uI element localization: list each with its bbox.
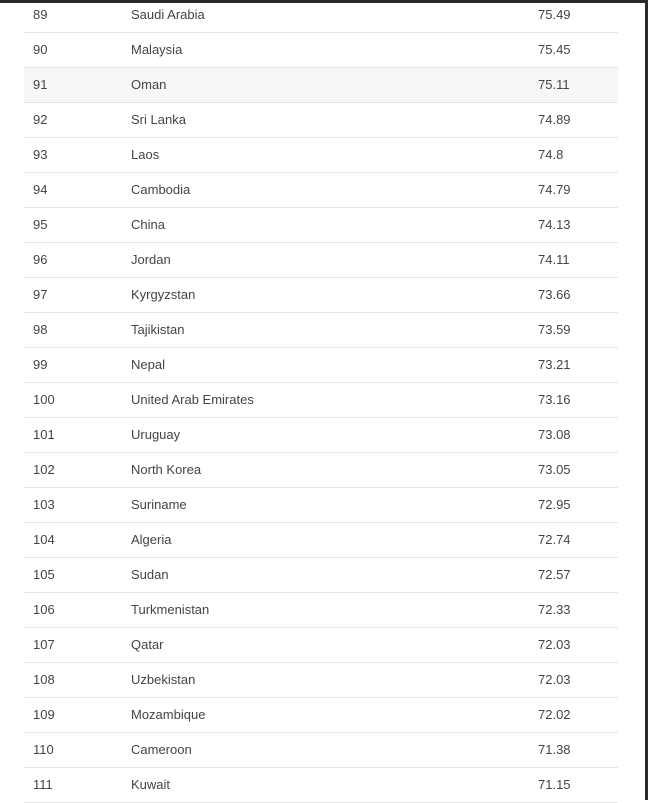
table-row xyxy=(24,697,618,732)
rank-cell: 101 xyxy=(24,417,131,452)
table-row xyxy=(24,592,618,627)
value-cell: 73.21 xyxy=(538,347,618,382)
rank-cell: 98 xyxy=(24,312,131,347)
rank-cell: 94 xyxy=(24,172,131,207)
rank-cell: 95 xyxy=(24,207,131,242)
rank-cell: 93 xyxy=(24,137,131,172)
ranking-table-body xyxy=(24,0,618,802)
table-row xyxy=(24,67,618,102)
country-cell: United Arab Emirates xyxy=(131,382,538,417)
value-cell: 72.03 xyxy=(538,627,618,662)
rank-cell: 97 xyxy=(24,277,131,312)
table-row xyxy=(24,277,618,312)
country-cell: Turkmenistan xyxy=(131,592,538,627)
table-row xyxy=(24,242,618,277)
ranking-table xyxy=(24,0,618,803)
value-cell: 75.11 xyxy=(538,67,618,102)
country-cell: Laos xyxy=(131,137,538,172)
country-cell: Oman xyxy=(131,67,538,102)
value-cell: 71.15 xyxy=(538,767,618,802)
rank-cell: 109 xyxy=(24,697,131,732)
value-cell: 72.57 xyxy=(538,557,618,592)
rank-cell: 103 xyxy=(24,487,131,522)
value-cell: 74.8 xyxy=(538,137,618,172)
table-row xyxy=(24,172,618,207)
value-cell: 75.45 xyxy=(538,32,618,67)
table-row xyxy=(24,312,618,347)
value-cell: 72.74 xyxy=(538,522,618,557)
value-cell: 75.49 xyxy=(538,0,618,32)
rank-cell: 90 xyxy=(24,32,131,67)
table-row xyxy=(24,627,618,662)
value-cell: 73.08 xyxy=(538,417,618,452)
country-cell: Tajikistan xyxy=(131,312,538,347)
value-cell: 71.38 xyxy=(538,732,618,767)
country-cell: Sudan xyxy=(131,557,538,592)
country-cell: Qatar xyxy=(131,627,538,662)
table-row xyxy=(24,347,618,382)
country-cell: China xyxy=(131,207,538,242)
table-row xyxy=(24,32,618,67)
table-row xyxy=(24,487,618,522)
rank-cell: 107 xyxy=(24,627,131,662)
value-cell: 73.66 xyxy=(538,277,618,312)
table-row xyxy=(24,137,618,172)
country-cell: Cambodia xyxy=(131,172,538,207)
rank-cell: 106 xyxy=(24,592,131,627)
table-row xyxy=(24,452,618,487)
rank-cell: 91 xyxy=(24,67,131,102)
table-row xyxy=(24,207,618,242)
table-row xyxy=(24,767,618,802)
country-cell: Sri Lanka xyxy=(131,102,538,137)
country-cell: Jordan xyxy=(131,242,538,277)
country-cell: Kyrgyzstan xyxy=(131,277,538,312)
rank-cell: 102 xyxy=(24,452,131,487)
country-cell: Saudi Arabia xyxy=(131,0,538,32)
table-row xyxy=(24,417,618,452)
country-cell: Nepal xyxy=(131,347,538,382)
rank-cell: 104 xyxy=(24,522,131,557)
country-cell: Suriname xyxy=(131,487,538,522)
value-cell: 74.13 xyxy=(538,207,618,242)
value-cell: 72.03 xyxy=(538,662,618,697)
value-cell: 74.79 xyxy=(538,172,618,207)
country-cell: Mozambique xyxy=(131,697,538,732)
value-cell: 72.95 xyxy=(538,487,618,522)
country-cell: Cameroon xyxy=(131,732,538,767)
country-cell: Uzbekistan xyxy=(131,662,538,697)
table-row xyxy=(24,557,618,592)
country-cell: Malaysia xyxy=(131,32,538,67)
rank-cell: 108 xyxy=(24,662,131,697)
value-cell: 73.16 xyxy=(538,382,618,417)
country-cell: North Korea xyxy=(131,452,538,487)
value-cell: 72.02 xyxy=(538,697,618,732)
table-row xyxy=(24,382,618,417)
value-cell: 72.33 xyxy=(538,592,618,627)
rank-cell: 89 xyxy=(24,0,131,32)
value-cell: 73.59 xyxy=(538,312,618,347)
country-cell: Algeria xyxy=(131,522,538,557)
table-row xyxy=(24,732,618,767)
value-cell: 74.11 xyxy=(538,242,618,277)
rank-cell: 92 xyxy=(24,102,131,137)
rank-cell: 110 xyxy=(24,732,131,767)
table-row xyxy=(24,102,618,137)
value-cell: 74.89 xyxy=(538,102,618,137)
rank-cell: 96 xyxy=(24,242,131,277)
table-row xyxy=(24,0,618,32)
rank-cell: 105 xyxy=(24,557,131,592)
table-row xyxy=(24,522,618,557)
rank-cell: 111 xyxy=(24,767,131,802)
rank-cell: 99 xyxy=(24,347,131,382)
country-cell: Kuwait xyxy=(131,767,538,802)
table-row xyxy=(24,662,618,697)
rank-cell: 100 xyxy=(24,382,131,417)
ranking-table-container xyxy=(24,0,618,803)
country-cell: Uruguay xyxy=(131,417,538,452)
value-cell: 73.05 xyxy=(538,452,618,487)
